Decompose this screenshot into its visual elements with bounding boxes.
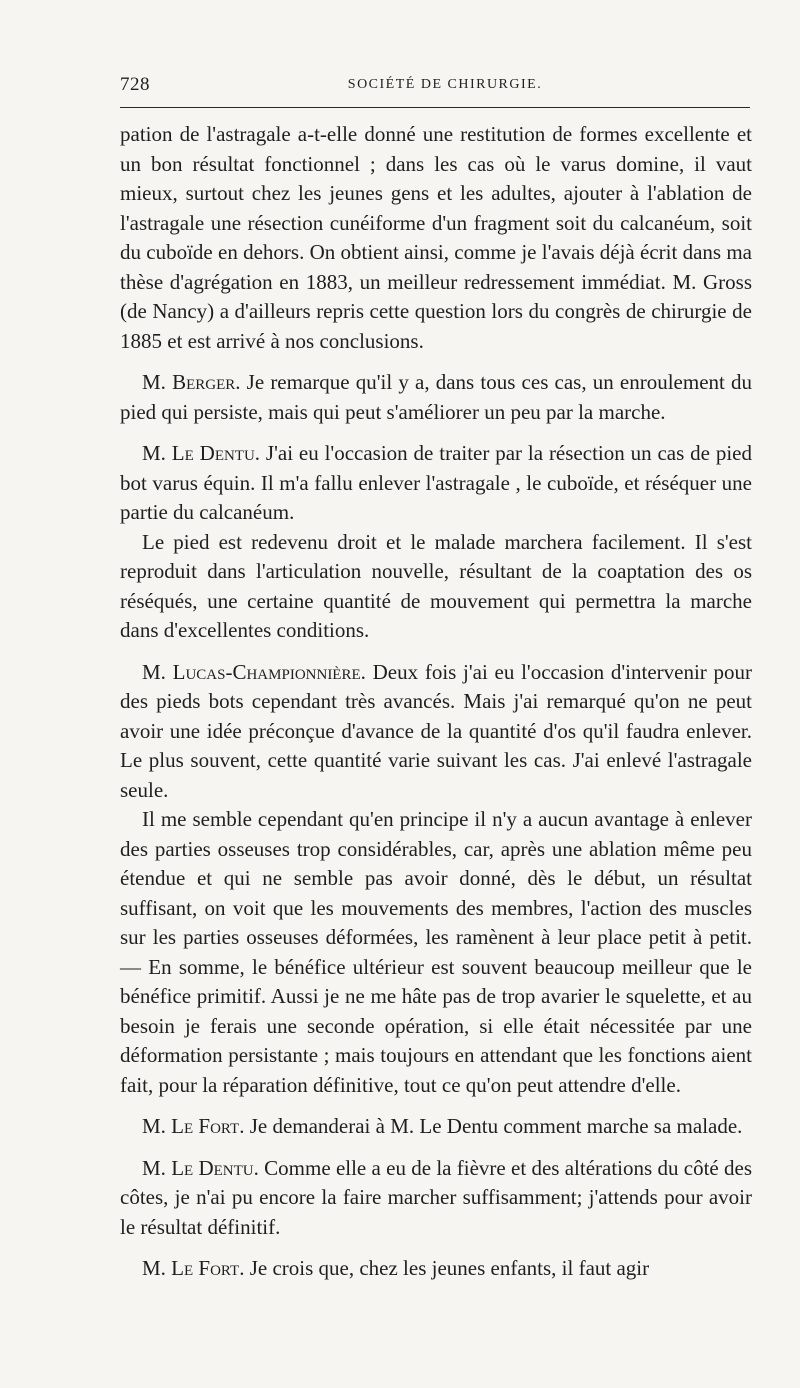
header-rule — [120, 107, 750, 108]
paragraph-le-fort-final — [120, 1254, 752, 1284]
paragraph-text: Comme elle a eu de la fièvre et des altérations du côté des côtes, je n'ai pu encore la faire marcher suffisamment; j'attends pour avoir le résultat définitif. — [120, 1155, 752, 1239]
speaker-name: M. Berger. — [142, 370, 241, 394]
paragraph-le-fort — [120, 1112, 752, 1142]
paragraph-text: pation de l'astragale a-t-elle donné une restitution de formes excellente et un bon résultat fonctionnel ; dans les cas où le varus domine, il vaut mieux, surtout chez les jeunes gens et les adultes, ajouter à l'ablation de l'astragale une résection cunéiforme d'un fragment soit du calcanéum, soit du cuboïde en dehors. On obtient ainsi, comme je l'avais déjà écrit dans ma thèse d'agrégation en 1883, un meilleur redressement immédiat. M. Gross (de Nancy) a d'ailleurs repris cette question lors du congrès de chirurgie de 1885 et est arrivé à nos conclusions. — [120, 122, 752, 353]
paragraph-berger — [120, 368, 752, 427]
running-head: SOCIÉTÉ DE CHIRURGIE. — [347, 77, 543, 92]
speaker-name: M. Le Fort. — [142, 1114, 245, 1138]
speaker-name: M. Lucas-Championnière. — [142, 659, 366, 684]
paragraph-text: Je remarque qu'il y a, dans tous ces cas, un enroulement du pied qui persiste, mais qui peut s'améliorer un peu par la marche. — [120, 370, 752, 424]
body-text — [120, 120, 752, 1284]
paragraph-text: Deux fois j'ai eu l'occasion d'intervenir pour des pieds bots cependant très avancés. Mais j'ai remarqué qu'on ne peut avoir une idée préconçue d'avance de la quantité d'os qu'il faudra enlever. Le plus souvent, cette quantité varie suivant les cas. J'ai enlevé l'astragale seule. — [120, 659, 752, 802]
page-number: 728 — [120, 74, 150, 95]
speaker-name: M. Le Dentu. — [142, 441, 261, 465]
paragraph-text: Il me semble cependant qu'en principe il n'y a aucun avantage à enlever des parties osseuses trop considérables, car, après une ablation même peu étendue et qui ne semble pas avoir donné, dès le début, un résultat suffisant, on voit que les mouvements des membres, l'action des muscles sur les parties osseuses déformées, les ramènent à leur place petit à petit. — En somme, le bénéfice ultérieur est souvent beaucoup meilleur que le bénéfice primitif. Aussi je ne me hâte pas de trop avarier le squelette, et au besoin je ferais une seconde opération, si elle était nécessitée par une déformation persistante ; mais toujours en attendant que les fonctions aient fait, pour la réparation définitive, tout ce qu'on peut attendre d'elle. — [120, 807, 752, 1097]
paragraph-lucas-championniere — [120, 658, 752, 806]
paragraph-text: J'ai eu l'occasion de traiter par la résection un cas de pied bot varus équin. Il m'a fallu enlever l'astragale , le cuboïde, et réséquer une partie du calcanéum. — [120, 441, 752, 524]
page-header — [120, 74, 750, 102]
speaker-name: M. Le Fort. — [142, 1256, 245, 1280]
paragraph-lucas-championniere-continued — [120, 805, 752, 1100]
paragraph-text: Je demanderai à M. Le Dentu comment marche sa malade. — [244, 1114, 743, 1138]
paragraph-text: Je crois que, chez les jeunes enfants, il faut agir — [244, 1256, 650, 1280]
paragraph-text: Le pied est redevenu droit et le malade marchera facilement. Il s'est reproduit dans l'articulation nouvelle, résultant de la coaptation des os réséqués, une certaine quantité de mouvement qui permettra la marche dans d'excellentes conditions. — [120, 529, 752, 642]
speaker-name: M. Le Dentu. — [142, 1155, 259, 1180]
paragraph-continuation — [120, 120, 752, 356]
paragraph-le-dentu — [120, 439, 752, 528]
paragraph-le-dentu-continued — [120, 528, 752, 646]
paragraph-le-dentu-reply — [120, 1154, 752, 1243]
